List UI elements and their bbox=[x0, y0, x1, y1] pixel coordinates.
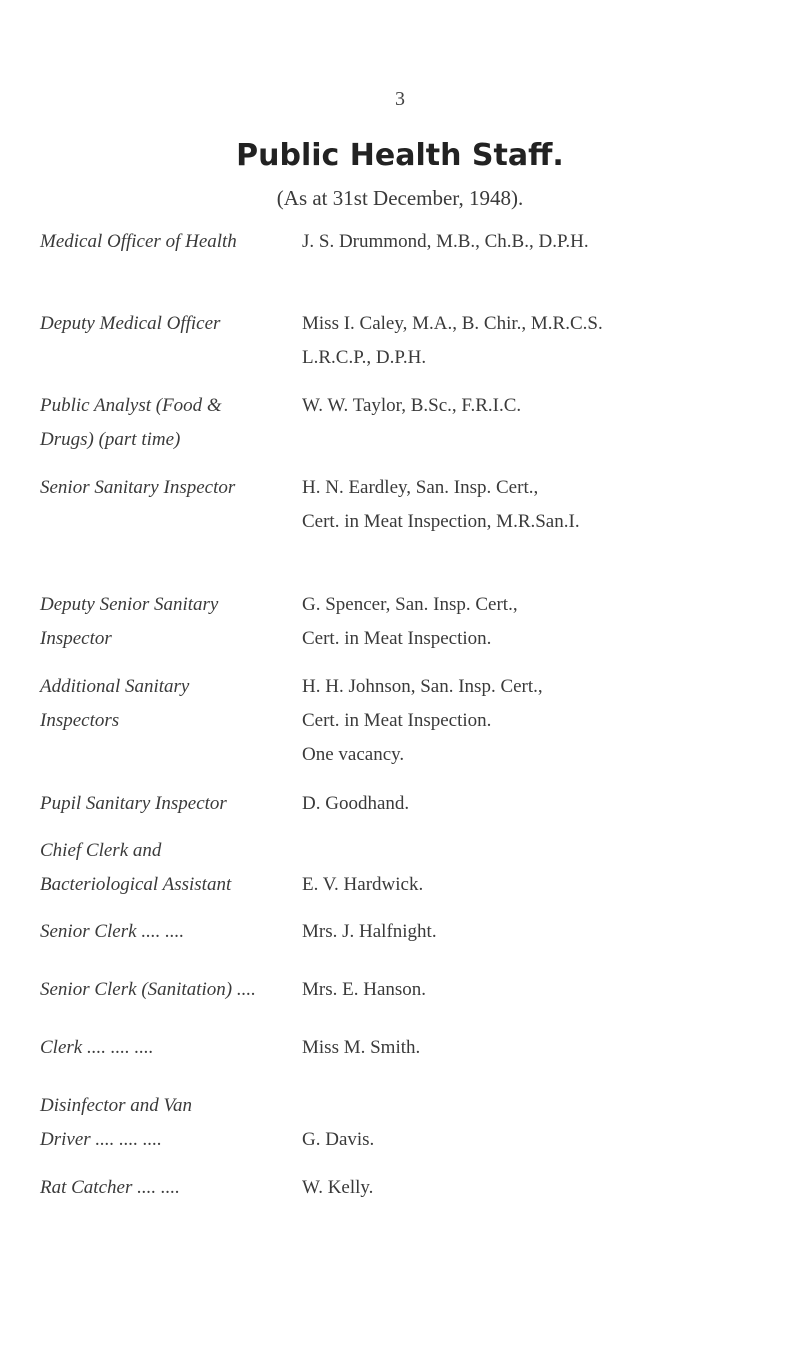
staff-name-line: J. S. Drummond, M.B., Ch.B., D.P.H. bbox=[302, 231, 589, 252]
page-subtitle: (As at 31st December, 1948). bbox=[276, 186, 524, 210]
staff-name bbox=[302, 471, 792, 539]
staff-role bbox=[40, 389, 290, 457]
staff-name-line: Miss I. Caley, M.A., B. Chir., M.R.C.S. bbox=[302, 313, 603, 334]
staff-name bbox=[302, 1031, 792, 1065]
staff-role-line: Driver .... .... .... bbox=[40, 1129, 162, 1150]
staff-role-line: Inspector bbox=[40, 628, 112, 649]
staff-name bbox=[302, 787, 792, 821]
staff-name bbox=[302, 915, 792, 949]
staff-role-line: Medical Officer of Health bbox=[40, 231, 237, 252]
staff-role-line: Deputy Senior Sanitary bbox=[40, 594, 219, 615]
staff-role-line: Chief Clerk and bbox=[40, 840, 162, 861]
staff-name-line: Miss M. Smith. bbox=[302, 1037, 421, 1058]
staff-role bbox=[40, 225, 290, 259]
staff-role-line: Pupil Sanitary Inspector bbox=[40, 793, 227, 814]
page-number: 3 bbox=[395, 88, 405, 110]
page-title: Public Health Staff. bbox=[236, 138, 564, 173]
staff-name bbox=[302, 307, 792, 375]
staff-name-line: W. W. Taylor, B.Sc., F.R.I.C. bbox=[302, 395, 522, 416]
staff-name bbox=[302, 1171, 792, 1205]
staff-name-line: Cert. in Meat Inspection. bbox=[302, 628, 492, 649]
staff-role bbox=[40, 588, 290, 656]
staff-role bbox=[40, 471, 290, 505]
staff-role-line: Senior Clerk .... .... bbox=[40, 921, 185, 942]
staff-role bbox=[40, 787, 290, 821]
staff-name-line: D. Goodhand. bbox=[302, 793, 410, 814]
staff-name bbox=[302, 225, 792, 259]
staff-role-line: Senior Sanitary Inspector bbox=[40, 477, 236, 498]
staff-role-line: Bacteriological Assistant bbox=[40, 874, 232, 895]
staff-name-line: Cert. in Meat Inspection. bbox=[302, 710, 492, 731]
staff-name-line: H. N. Eardley, San. Insp. Cert., bbox=[302, 477, 539, 498]
staff-name bbox=[302, 588, 792, 656]
staff-role bbox=[40, 973, 290, 1007]
staff-role-line: Rat Catcher .... .... bbox=[40, 1177, 180, 1198]
staff-name bbox=[302, 670, 792, 772]
staff-name-line: L.R.C.P., D.P.H. bbox=[302, 347, 427, 368]
staff-role bbox=[40, 1089, 290, 1157]
staff-role-line: Public Analyst (Food & bbox=[40, 395, 222, 416]
staff-name-line: G. Davis. bbox=[302, 1129, 375, 1150]
staff-name-line: G. Spencer, San. Insp. Cert., bbox=[302, 594, 518, 615]
staff-name-line: One vacancy. bbox=[302, 744, 405, 765]
staff-role-line: Drugs) (part time) bbox=[40, 429, 181, 450]
staff-name-line: H. H. Johnson, San. Insp. Cert., bbox=[302, 676, 543, 697]
staff-name-line: W. Kelly. bbox=[302, 1177, 374, 1198]
staff-name bbox=[302, 973, 792, 1007]
staff-name bbox=[302, 834, 792, 902]
staff-role bbox=[40, 670, 290, 738]
staff-name-line: E. V. Hardwick. bbox=[302, 874, 424, 895]
staff-name-line: Cert. in Meat Inspection, M.R.San.I. bbox=[302, 511, 580, 532]
staff-name-line: Mrs. E. Hanson. bbox=[302, 979, 427, 1000]
staff-name-line: Mrs. J. Halfnight. bbox=[302, 921, 437, 942]
staff-role bbox=[40, 834, 290, 902]
staff-role-line: Senior Clerk (Sanitation) .... bbox=[40, 979, 256, 1000]
staff-role-line: Clerk .... .... .... bbox=[40, 1037, 154, 1058]
staff-role-line: Disinfector and Van bbox=[40, 1095, 192, 1116]
staff-role-line: Deputy Medical Officer bbox=[40, 313, 221, 334]
staff-role bbox=[40, 1031, 290, 1065]
staff-name-line bbox=[302, 1089, 792, 1123]
staff-role-line: Inspectors bbox=[40, 710, 120, 731]
staff-role bbox=[40, 307, 290, 341]
staff-name bbox=[302, 389, 792, 423]
staff-name bbox=[302, 1089, 792, 1157]
staff-name-line bbox=[302, 834, 792, 868]
staff-role bbox=[40, 1171, 290, 1205]
staff-role-line: Additional Sanitary bbox=[40, 676, 190, 697]
staff-role bbox=[40, 915, 290, 949]
